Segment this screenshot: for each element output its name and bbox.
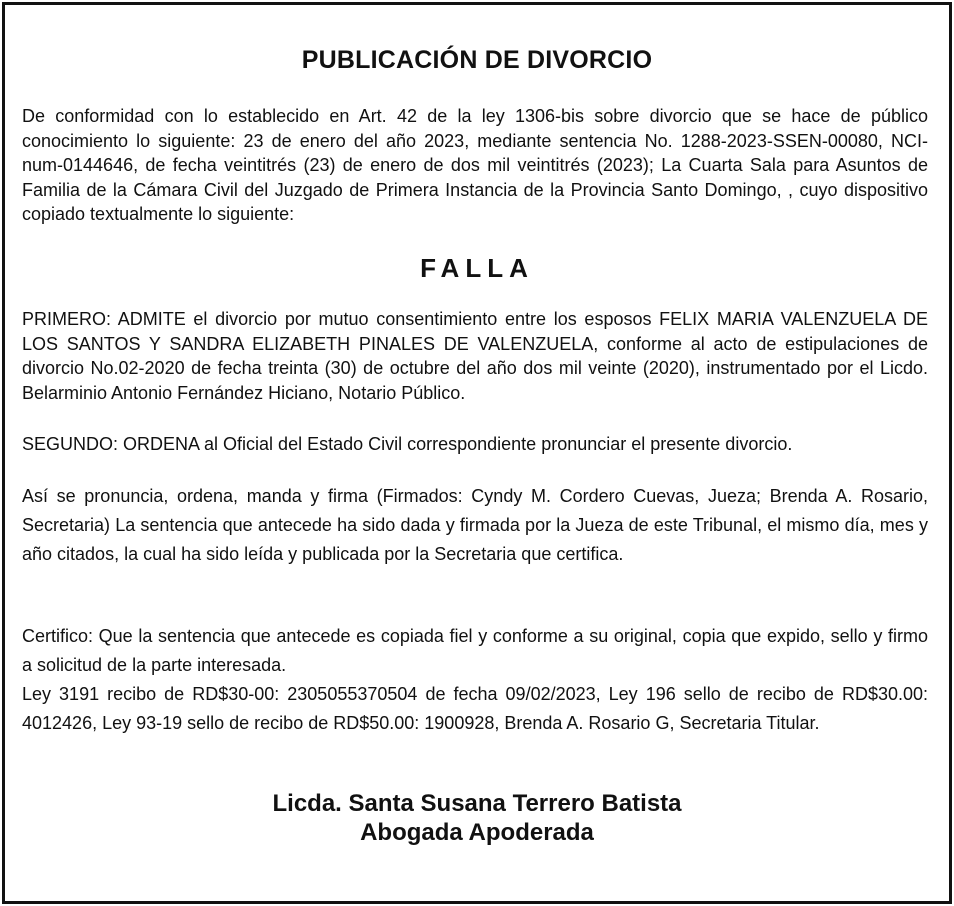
primero-paragraph: PRIMERO: ADMITE el divorcio por mutuo consentimiento entre los esposos FELIX MARIA VALENZUELA DE LOS SANTOS Y SANDRA ELIZABETH PINALES DE VALENZUELA, conforme al acto de estipulaciones de divorcio No.02-2020 de fecha treinta (30) de octubre del año dos mil veinte (2020), instrumentado por el Licdo. Belarminio Antonio Fernández Hiciano, Notario Público. (22, 309, 928, 403)
falla-heading: FALLA (420, 253, 534, 283)
segundo-paragraph: SEGUNDO: ORDENA al Oficial del Estado Civil correspondiente pronunciar el presente divorcio. (22, 434, 793, 454)
pronuncia-paragraph: Así se pronuncia, ordena, manda y firma (Firmados: Cyndy M. Cordero Cuevas, Jueza; Brenda A. Rosario, Secretaria) La sentencia que antecede ha sido dada y firmada por la Jueza de este Tribunal, el mismo día, mes y año citados, la cual ha sido leída y publicada por la Secretaria que certifica. (22, 486, 928, 564)
certifico-paragraph: Certifico: Que la sentencia que antecede es copiada fiel y conforme a su original, copia que expido, sello y firmo a solicitud de la parte interesada. (22, 626, 928, 675)
ley-receipts-paragraph: Ley 3191 recibo de RD$30-00: 2305055370504 de fecha 09/02/2023, Ley 196 sello de recibo de RD$30.00: 4012426, Ley 93-19 sello de recibo de RD$50.00: 1900928, Brenda A. Rosario G, Secretaria Titular. (22, 684, 928, 733)
intro-paragraph: De conformidad con lo establecido en Art. 42 de la ley 1306-bis sobre divorcio que se hace de público conocimiento lo siguiente: 23 de enero del año 2023, mediante sentencia No. 1288-2023-SSEN-00080, NCI-num-0144646, de fecha veintitrés (23) de enero de dos mil veintitrés (2023); La Cuarta Sala para Asuntos de Familia de la Cámara Civil del Juzgado de Primera Instancia de la Provincia Santo Domingo, , cuyo dispositivo copiado textualmente lo siguiente: (22, 106, 928, 224)
notice-frame (2, 2, 952, 904)
signature-role: Abogada Apoderada (360, 819, 594, 846)
signature-name: Licda. Santa Susana Terrero Batista (272, 790, 682, 817)
notice-title: PUBLICACIÓN DE DIVORCIO (301, 46, 653, 74)
